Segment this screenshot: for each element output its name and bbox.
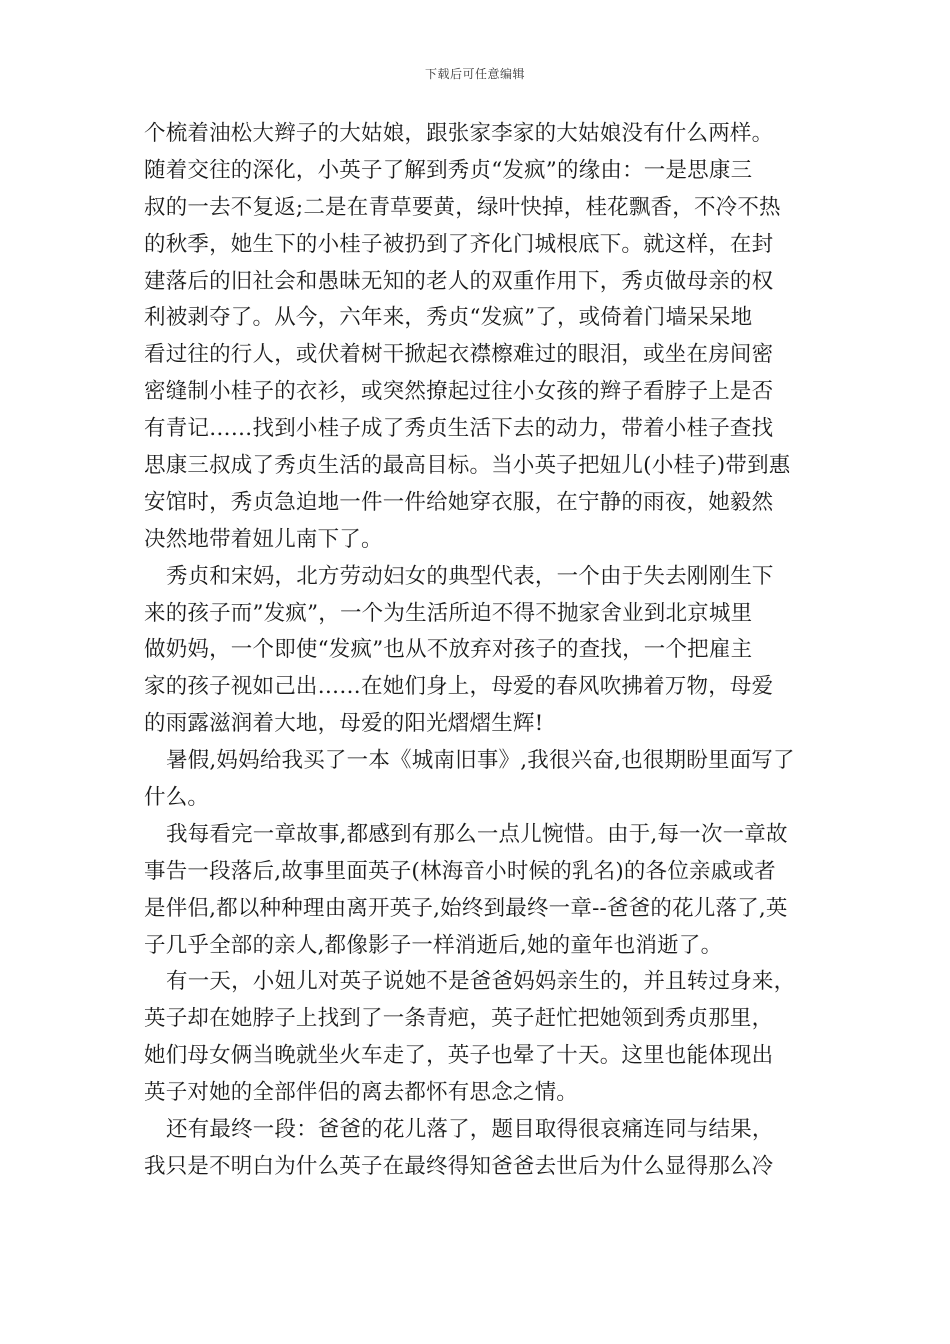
text-line: 有一天，小妞儿对英子说她不是爸爸妈妈亲生的，并且转过身来， [166,969,796,995]
text-line: 思康三叔成了秀贞生活的最高目标。当小英子把妞儿(小桂子)带到惠 [144,453,791,479]
text-line: 秀贞和宋妈，北方劳动妇女的典型代表，一个由于失去刚刚生下 [166,563,774,589]
text-line: 利被剥夺了。从今，六年来，秀贞“发疯”了，或倚着门墙呆呆地 [144,305,753,331]
text-line: 的雨露滋润着大地，母爱的阳光熠熠生辉! [144,711,544,737]
page-header: 下载后可任意编辑 [424,67,525,81]
text-line: 还有最终一段：爸爸的花儿落了，题目取得很哀痛连同与结果， [166,1117,774,1143]
text-line: 我每看完一章故事,都感到有那么一点儿惋惜。由于,每一次一章故 [166,821,788,847]
text-line: 是伴侣,都以种种理由离开英子,始终到最终一章--爸爸的花儿落了,英 [144,895,788,921]
text-line: 什么。 [144,785,210,811]
text-line: 有青记……找到小桂子成了秀贞生活下去的动力，带着小桂子查找 [144,416,774,442]
text-line: 叔的一去不复返;二是在青草要黄，绿叶快掉，桂花飘香，不冷不热 [144,194,781,220]
text-line: 她们母女俩当晚就坐火车走了，英子也晕了十天。这里也能体现出 [144,1043,774,1069]
text-line: 英子却在她脖子上找到了一条青疤，英子赶忙把她领到秀贞那里， [144,1006,774,1032]
text-line: 决然地带着妞儿南下了。 [144,526,383,552]
text-line: 我只是不明白为什么英子在最终得知爸爸去世后为什么显得那么冷 [144,1153,774,1179]
text-line: 暑假,妈妈给我买了一本《城南旧事》,我很兴奋,也很期盼里面写了 [166,748,795,774]
text-line: 事告一段落后,故事里面英子(林海音小时候的乳名)的各位亲戚或者 [144,858,776,884]
text-line: 家的孩子视如己出……在她们身上，母爱的春风吹拂着万物，母爱 [144,674,774,700]
text-line: 个梳着油松大辫子的大姑娘，跟张家李家的大姑娘没有什么两样。 [144,121,774,146]
text-line: 随着交往的深化，小英子了解到秀贞“发疯”的缘由：一是思康三 [144,157,753,183]
text-line: 的秋季，她生下的小桂子被扔到了齐化门城根底下。就这样，在封 [144,231,774,257]
text-line: 建落后的旧社会和愚昧无知的老人的双重作用下，秀贞做母亲的权 [144,268,774,294]
text-line: 密缝制小桂子的衣衫，或突然撩起过往小女孩的辫子看脖子上是否 [144,379,774,405]
text-line: 子几乎全部的亲人,都像影子一样消逝后,她的童年也消逝了。 [144,932,723,958]
text-line: 安馆时，秀贞急迫地一件一件给她穿衣服，在宁静的雨夜，她毅然 [144,489,774,515]
text-line: 看过往的行人，或伏着树干掀起衣襟檫难过的眼泪，或坐在房间密 [144,342,774,368]
text-line: 英子对她的全部伴侣的离去都怀有思念之情。 [144,1080,579,1106]
text-line: 做奶妈，一个即使“发疯”也从不放弃对孩子的查找，一个把雇主 [144,637,753,663]
document-body [144,116,810,1186]
text-line: 来的孩子而”发疯”，一个为生活所迫不得不抛家舍业到北京城里 [144,600,753,626]
